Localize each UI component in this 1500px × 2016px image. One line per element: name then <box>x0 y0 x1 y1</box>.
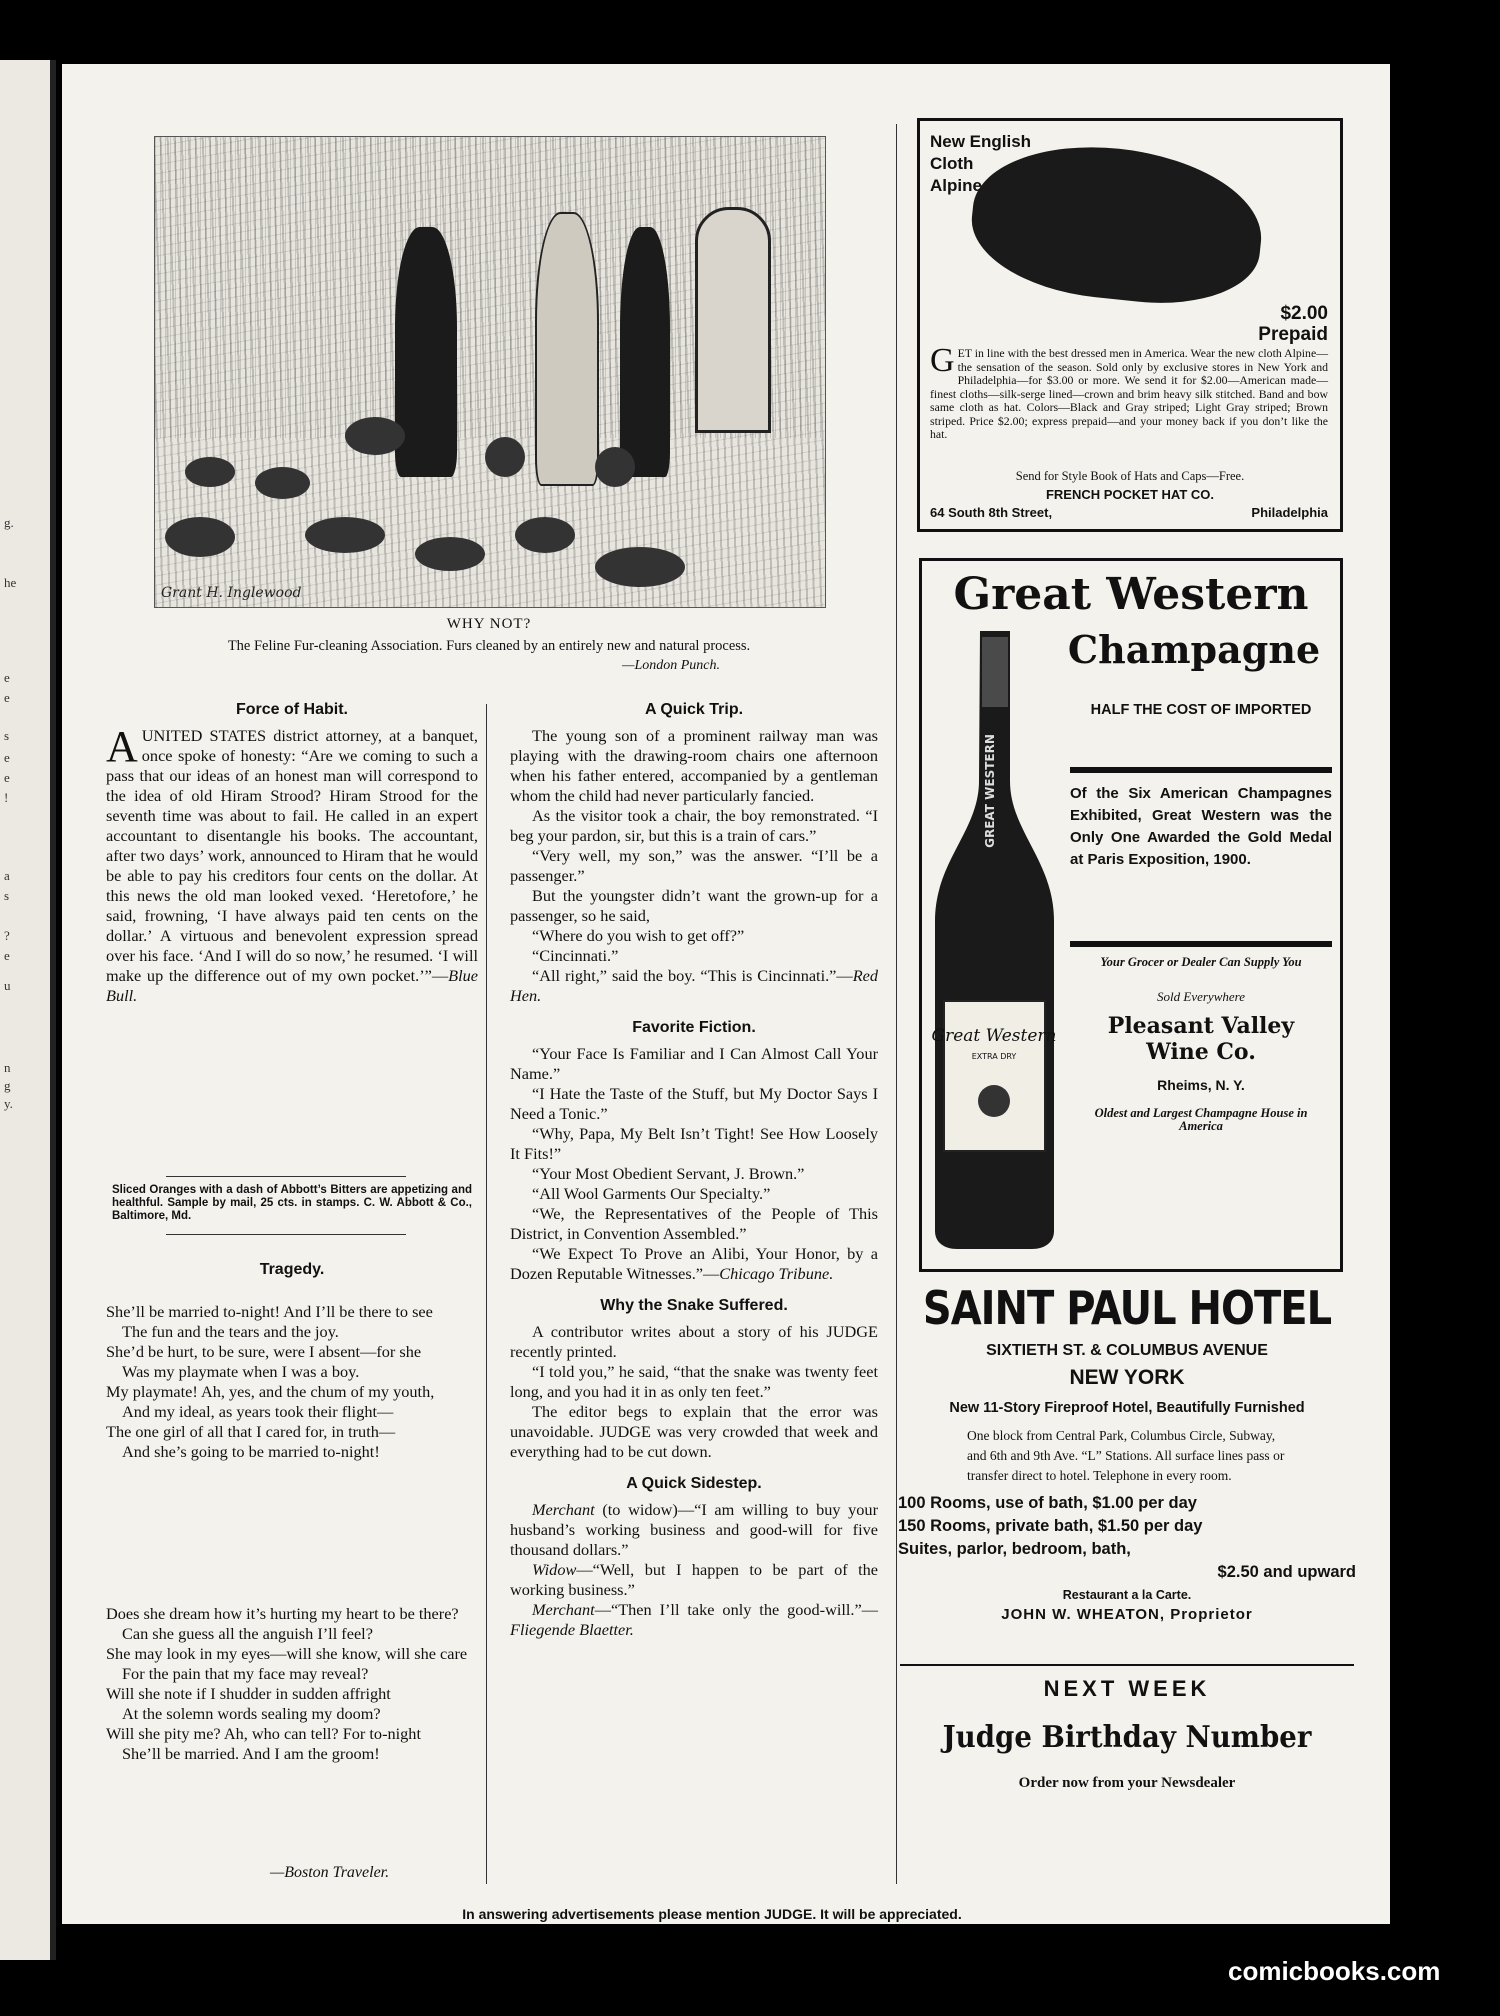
price-note: Prepaid <box>1258 324 1328 345</box>
poem-line: And my ideal, as years took their flight— <box>122 1402 394 1421</box>
next-week-title: Judge Birthday Number <box>942 1720 1312 1755</box>
poem-line: And she’s going to be married to-night! <box>122 1442 380 1461</box>
hotel-location: One block from Central Park, Columbus Circle, Subway, and 6th and 9th Ave. “L” Stations. All surface lines pass or transfer direct to hotel. Telephone in every room. <box>967 1428 1285 1483</box>
article-body: UNITED STATES district attorney, at a banquet, once spoke of honesty: “Are we coming to such a pass that our ideas of an honest man will correspond to the idea of old Hiram Strood? Hiram Strood for the seventh time was about to fail. He called in an expert accountant to disentangle his books. The accountant, after two days’ work, announced to Hiram that he would be able to pay his creditors four cents on the dollar. At this news the old man looked vexed. ‘Heretofore,’ he said, frowning, ‘I have always paid ten cents on the dollar.’ A virtuous and benevolent expression spread over his face. ‘And I will do so now,’ he resumed. ‘I will make up the difference out of my own pocket.’”— <box>106 726 478 985</box>
margin-letter: y. <box>4 1096 13 1111</box>
abbott-bitters-ad: Sliced Oranges with a dash of Abbott’s Bitters are appetizing and healthful. Sample by mail, 25 cts. in stamps. C. W. Abbott & Co., Baltimore, Md. <box>112 1184 472 1222</box>
hat-price <box>1258 303 1328 345</box>
paragraph: “Where do you wish to get off?” <box>532 926 745 945</box>
paragraph: —“Well, but I happen to be part of the working business.” <box>510 1560 878 1599</box>
paragraph: “We, the Representatives of the People of This District, in Convention Assembled.” <box>510 1204 878 1243</box>
hat-advertisement <box>917 118 1343 532</box>
article-heading: Force of Habit. <box>235 701 348 718</box>
poem-line: The one girl of all that I cared for, in truth— <box>106 1422 396 1441</box>
hat-address: 64 South 8th Street, <box>930 505 1053 520</box>
paragraph: As the visitor took a chair, the boy remonstrated. “I beg your pardon, sir, but this is a train of cars.” <box>510 806 878 845</box>
margin-letter: a <box>4 868 10 883</box>
hat-ad-title-line: New English <box>930 132 1032 151</box>
margin-letter: ? <box>4 928 10 943</box>
paragraph: “I told you,” he said, “that the snake was twenty feet long, and you had it in as only ten feet.” <box>510 1362 878 1401</box>
poem-line: Does she dream how it’s hurting my heart to be there? <box>106 1604 459 1623</box>
paragraph: “We Expect To Prove an Alibi, Your Honor, by a Dozen Reputable Witnesses.”— <box>510 1244 878 1283</box>
winery-location: Rheims, N. Y. <box>1157 1077 1245 1093</box>
poem-stanza-2 <box>106 1604 478 1764</box>
article-source: Blue Bull. <box>106 966 478 1005</box>
champagne-bottle-illustration <box>932 631 1057 1251</box>
margin-letter: e <box>4 770 10 785</box>
paragraph: “Cincinnati.” <box>532 946 619 965</box>
divider-bar <box>1070 941 1332 947</box>
paragraph: (to widow)—“I am willing to buy your husband’s working business and good-will for five thousand dollars.” <box>510 1500 878 1559</box>
poem-line: Will she note if I shudder in sudden affright <box>106 1684 391 1703</box>
adjacent-page-edge <box>0 60 56 1960</box>
champagne-title: Great Western <box>953 569 1309 620</box>
article-source: Fliegende Blaetter. <box>510 1620 634 1639</box>
hotel-advertisement <box>898 1282 1356 1623</box>
paragraph: “All Wool Garments Our Specialty.” <box>532 1184 771 1203</box>
poem-line: At the solemn words sealing my doom? <box>122 1704 381 1723</box>
poem-stanza-1 <box>106 1302 478 1462</box>
cartoon-title: WHY NOT? <box>446 616 532 632</box>
article-source: Red Hen. <box>510 966 878 1005</box>
hotel-restaurant: Restaurant a la Carte. <box>1062 1588 1192 1602</box>
hotel-rate: 150 Rooms, private bath, $1.50 per day <box>898 1517 1203 1535</box>
champagne-advertisement <box>919 558 1343 1272</box>
article-heading: Favorite Fiction. <box>632 1019 756 1036</box>
hotel-street: SIXTIETH ST. & COLUMBUS AVENUE <box>986 1342 1268 1359</box>
paragraph: “I Hate the Taste of the Stuff, but My Doctor Says I Need a Tonic.” <box>510 1084 878 1123</box>
divider <box>166 1234 406 1235</box>
winery-name: Pleasant Valley Wine Co. <box>1107 1013 1295 1065</box>
margin-letter: e <box>4 750 10 765</box>
poem-line: She’ll be married. And I am the groom! <box>122 1744 380 1763</box>
bottle-label-extra: EXTRA DRY <box>971 1052 1017 1061</box>
champagne-subtitle: Champagne <box>1067 627 1321 672</box>
hat-ad-title-line: Cloth <box>930 154 974 173</box>
hotel-city: NEW YORK <box>1069 1366 1185 1389</box>
margin-letter: g <box>4 1078 11 1093</box>
champagne-price-claim: HALF THE COST OF IMPORTED <box>1090 702 1312 718</box>
column-divider <box>896 124 897 1884</box>
divider-bar <box>1070 767 1332 773</box>
hotel-rate: $2.50 and upward <box>1217 1563 1356 1581</box>
paragraph: “Why, Papa, My Belt Isn’t Tight! See How Loosely It Fits!” <box>510 1124 878 1163</box>
paragraph: “Very well, my son,” was the answer. “I’ll be a passenger.” <box>510 846 878 885</box>
poem-line: She may look in my eyes—will she know, will she care <box>106 1644 468 1663</box>
style-book-offer: Send for Style Book of Hats and Caps—Free. <box>1015 469 1245 483</box>
poem-line: For the pain that my face may reveal? <box>122 1664 369 1683</box>
margin-letter: g. <box>4 515 14 530</box>
margin-letter: u <box>4 978 11 993</box>
cartoon-caption: The Feline Fur-cleaning Association. Furs cleaned by an entirely new and natural process. <box>227 638 751 654</box>
poem-line: Can she guess all the anguish I’ll feel? <box>122 1624 373 1643</box>
next-week-label: NEXT WEEK <box>1043 1676 1211 1701</box>
paragraph: A contributor writes about a story of his JUDGE recently printed. <box>510 1322 878 1361</box>
column-2 <box>510 700 878 1640</box>
speaker: Widow <box>532 1560 577 1579</box>
hat-ad-title-line: Alpine <box>930 176 982 195</box>
bottle-neck-label: GREAT WESTERN <box>983 734 997 848</box>
paragraph: “All right,” said the boy. “This is Cincinnati.”— <box>532 966 853 985</box>
price-value: $2.00 <box>1280 303 1328 324</box>
poem-line: She’ll be married to-night! And I’ll be there to see <box>106 1302 433 1321</box>
divider <box>900 1664 1354 1666</box>
grocer-note: Your Grocer or Dealer Can Supply You <box>1100 955 1302 969</box>
next-week-order: Order now from your Newsdealer <box>1018 1775 1236 1791</box>
hat-city: Philadelphia <box>1251 505 1328 520</box>
artist-signature: Grant H. Inglewood <box>161 585 302 601</box>
speaker: Merchant <box>532 1600 595 1619</box>
article-heading: Why the Snake Suffered. <box>600 1297 788 1314</box>
cartoon-source: —London Punch. <box>622 658 720 673</box>
hotel-rate: 100 Rooms, use of bath, $1.00 per day <box>898 1494 1197 1512</box>
margin-letter: e <box>4 690 10 705</box>
paragraph: “Your Most Obedient Servant, J. Brown.” <box>532 1164 805 1183</box>
paragraph: The young son of a prominent railway man was playing with the drawing-room chairs one afternoon when his father entered, accompanied by a gentleman whom the child had never particularly fancied. <box>510 726 878 805</box>
margin-letter: s <box>4 728 10 743</box>
hotel-proprietor: JOHN W. WHEATON, Proprietor <box>1001 1606 1253 1623</box>
paragraph: But the youngster didn’t want the grown-up for a passenger, so he said, <box>510 886 878 925</box>
hat-company: FRENCH POCKET HAT CO. <box>1045 487 1215 502</box>
magazine-page <box>62 64 1390 1924</box>
poem-line: Was my playmate when I was a boy. <box>122 1362 360 1381</box>
drop-cap: G <box>930 342 955 379</box>
drop-cap: A <box>106 722 138 771</box>
article-heading: A Quick Sidestep. <box>626 1475 762 1492</box>
hotel-name: SAINT PAUL HOTEL <box>922 1282 1332 1336</box>
oldest-claim: Oldest and Largest Champagne House in America <box>1094 1106 1308 1133</box>
hat-ad-copy: ET in line with the best dressed men in America. Wear the new cloth Alpine—the sensation of the season. Sold only by exclusive stores in New York and Philadelphia—for $3.00 or more. We send it for $2.00—American made—finest cloths—silk-serge lined—crown and brim heavy silk stitched. Band and bow same cloth as hat. Colors—Black and Gray striped; Light Gray striped; Brown striped. Price $2.00; express prepaid—and your money back if you don’t like the hat. <box>930 346 1328 441</box>
paragraph: The editor begs to explain that the error was unavoidable. JUDGE was very crowded that week and everything had to be cut down. <box>510 1402 878 1461</box>
hat-ad-body <box>930 342 1328 442</box>
cartoon-illustration <box>154 136 826 608</box>
page-footer: In answering advertisements please mention JUDGE. It will be appreciated. <box>462 1906 962 1922</box>
watermark: comicbooks.com <box>1228 1956 1441 1986</box>
margin-letter: n <box>4 1060 11 1075</box>
margin-letter: ! <box>4 790 9 805</box>
hat-ad-title <box>930 131 1031 197</box>
article-force-of-habit <box>106 700 478 1006</box>
column-divider <box>486 704 487 1884</box>
poem-source: —Boston Traveler. <box>270 1864 390 1881</box>
poem-line: My playmate! Ah, yes, and the chum of my youth, <box>106 1382 435 1401</box>
poem-line: She’d be hurt, to be sure, were I absent—for she <box>106 1342 422 1361</box>
sold-note: Sold Everywhere <box>1157 989 1245 1004</box>
speaker: Merchant <box>532 1500 595 1519</box>
next-week-notice <box>898 1676 1356 1792</box>
hotel-tagline: New 11-Story Fireproof Hotel, Beautifully Furnished <box>949 1400 1305 1416</box>
hotel-rate: Suites, parlor, bedroom, bath, <box>898 1540 1131 1558</box>
divider <box>166 1176 406 1177</box>
paragraph: —“Then I’ll take only the good-will.”— <box>594 1600 878 1619</box>
poem-heading: Tragedy. <box>259 1261 325 1278</box>
poem-line: Will she pity me? Ah, who can tell? For to-night <box>106 1724 421 1743</box>
margin-letter: e <box>4 670 10 685</box>
poem-line: The fun and the tears and the joy. <box>122 1322 339 1341</box>
article-heading: A Quick Trip. <box>644 701 744 718</box>
poem-tragedy <box>106 1260 478 1286</box>
bottle-label: Great Western <box>932 1026 1057 1046</box>
margin-letter: e <box>4 948 10 963</box>
article-source: Chicago Tribune. <box>719 1264 834 1283</box>
margin-letter: s <box>4 888 10 903</box>
champagne-award: Of the Six American Champagnes Exhibited, Great Western was the Only One Awarded the Gold Medal at Paris Exposition, 1900. <box>1070 785 1332 868</box>
paragraph: “Your Face Is Familiar and I Can Almost Call Your Name.” <box>510 1044 878 1083</box>
margin-letter: he <box>4 575 17 590</box>
